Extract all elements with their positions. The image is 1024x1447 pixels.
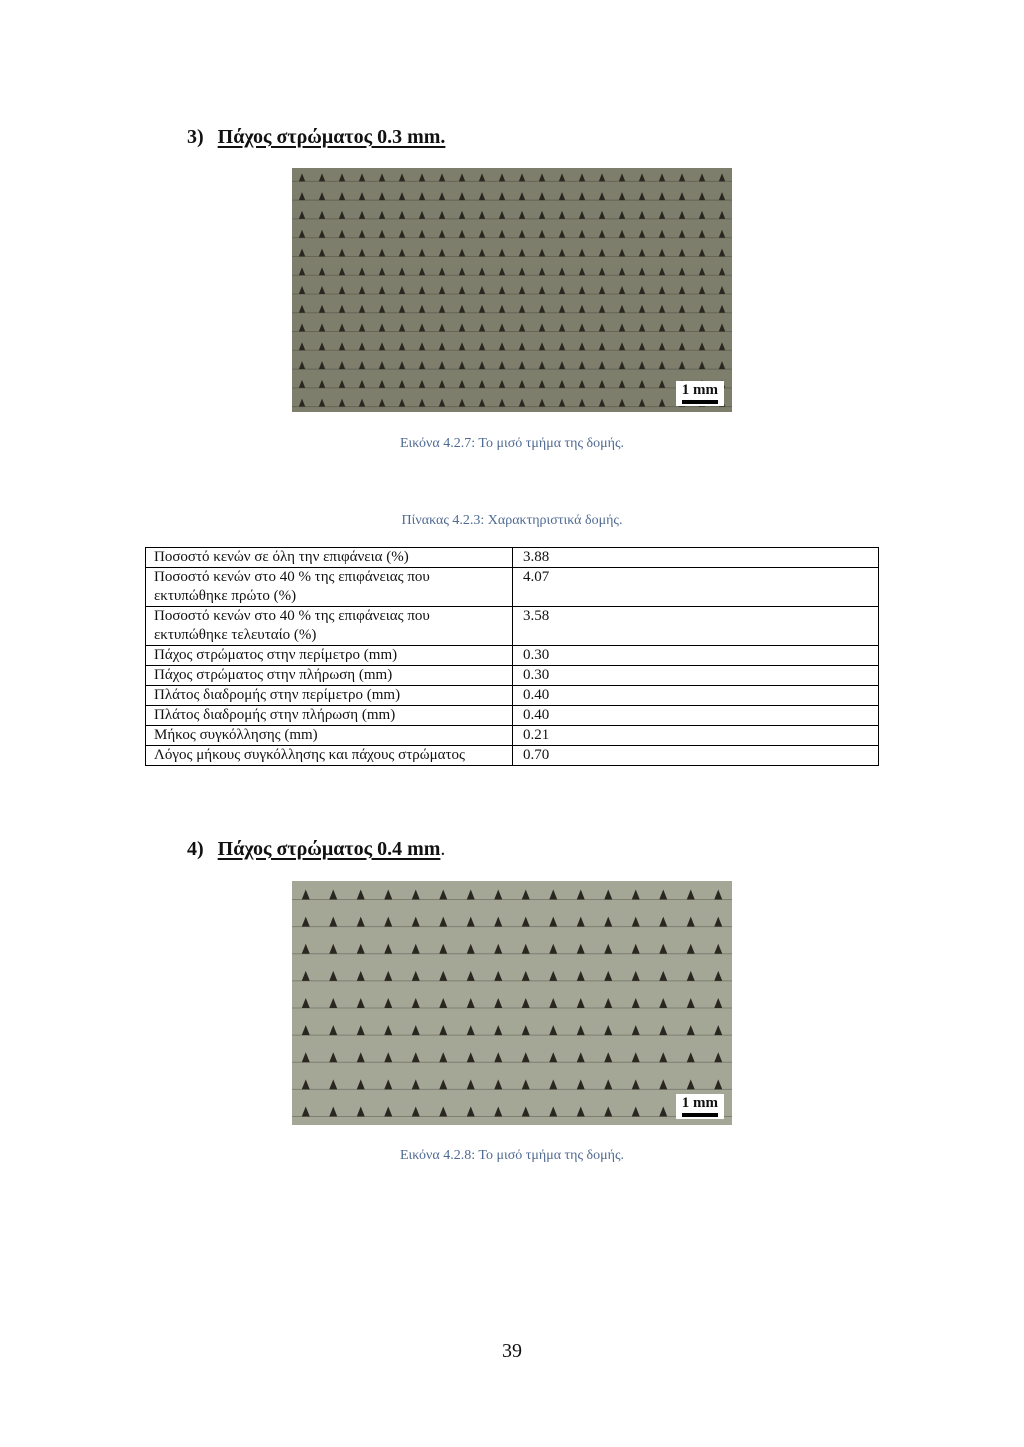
- row-label: Πάχος στρώματος στην πλήρωση (mm): [146, 666, 513, 686]
- section-title: Πάχος στρώματος 0.4 mm: [217, 838, 441, 860]
- table-row: [146, 548, 879, 568]
- row-value: 3.88: [513, 548, 879, 568]
- section-number: 3): [187, 126, 204, 148]
- row-value: 0.21: [513, 726, 879, 746]
- section-heading-4: [187, 838, 445, 861]
- figure-caption: Εικόνα 4.2.8: Το μισό τμήμα της δομής.: [399, 1148, 625, 1163]
- row-label: Λόγος μήκους συγκόλλησης και πάχους στρώματος: [146, 746, 513, 766]
- row-value: 0.70: [513, 746, 879, 766]
- scale-label: 1 mm: [681, 1095, 718, 1111]
- row-value: 0.30: [513, 666, 879, 686]
- row-value: 0.40: [513, 706, 879, 726]
- page-number: 39: [502, 1340, 522, 1362]
- table-row: [146, 568, 879, 607]
- table-row: [146, 607, 879, 646]
- table-caption: Πίνακας 4.2.3: Χαρακτηριστικά δομής.: [401, 513, 623, 528]
- figure-caption: Εικόνα 4.2.7: Το μισό τμήμα της δομής.: [399, 436, 625, 451]
- section-title: Πάχος στρώματος 0.3 mm.: [217, 126, 446, 148]
- table-row: [146, 746, 879, 766]
- row-value: 0.40: [513, 686, 879, 706]
- micrograph-image-2: [292, 881, 732, 1125]
- properties-table: [145, 547, 879, 766]
- micrograph-image-1: [292, 168, 732, 412]
- section-title-trailing: .: [440, 838, 446, 860]
- scale-bar: [676, 1094, 724, 1119]
- section-heading-3: [187, 126, 445, 149]
- table-row: [146, 646, 879, 666]
- scale-bar: [676, 381, 724, 406]
- row-value: 3.58: [513, 607, 879, 646]
- scale-label: 1 mm: [681, 382, 718, 398]
- row-label: Ποσοστό κενών στο 40 % της επιφάνειας που εκτυπώθηκε πρώτο (%): [146, 568, 513, 607]
- row-value: 0.30: [513, 646, 879, 666]
- row-label: Πλάτος διαδρομής στην πλήρωση (mm): [146, 706, 513, 726]
- row-label: Πλάτος διαδρομής στην περίμετρο (mm): [146, 686, 513, 706]
- row-label: Πάχος στρώματος στην περίμετρο (mm): [146, 646, 513, 666]
- table-row: [146, 666, 879, 686]
- row-label: Μήκος συγκόλλησης (mm): [146, 726, 513, 746]
- row-label: Ποσοστό κενών σε όλη την επιφάνεια (%): [146, 548, 513, 568]
- section-number: 4): [187, 838, 204, 860]
- table-row: [146, 706, 879, 726]
- row-value: 4.07: [513, 568, 879, 607]
- table-row: [146, 686, 879, 706]
- table-row: [146, 726, 879, 746]
- row-label: Ποσοστό κενών στο 40 % της επιφάνειας που εκτυπώθηκε τελευταίο (%): [146, 607, 513, 646]
